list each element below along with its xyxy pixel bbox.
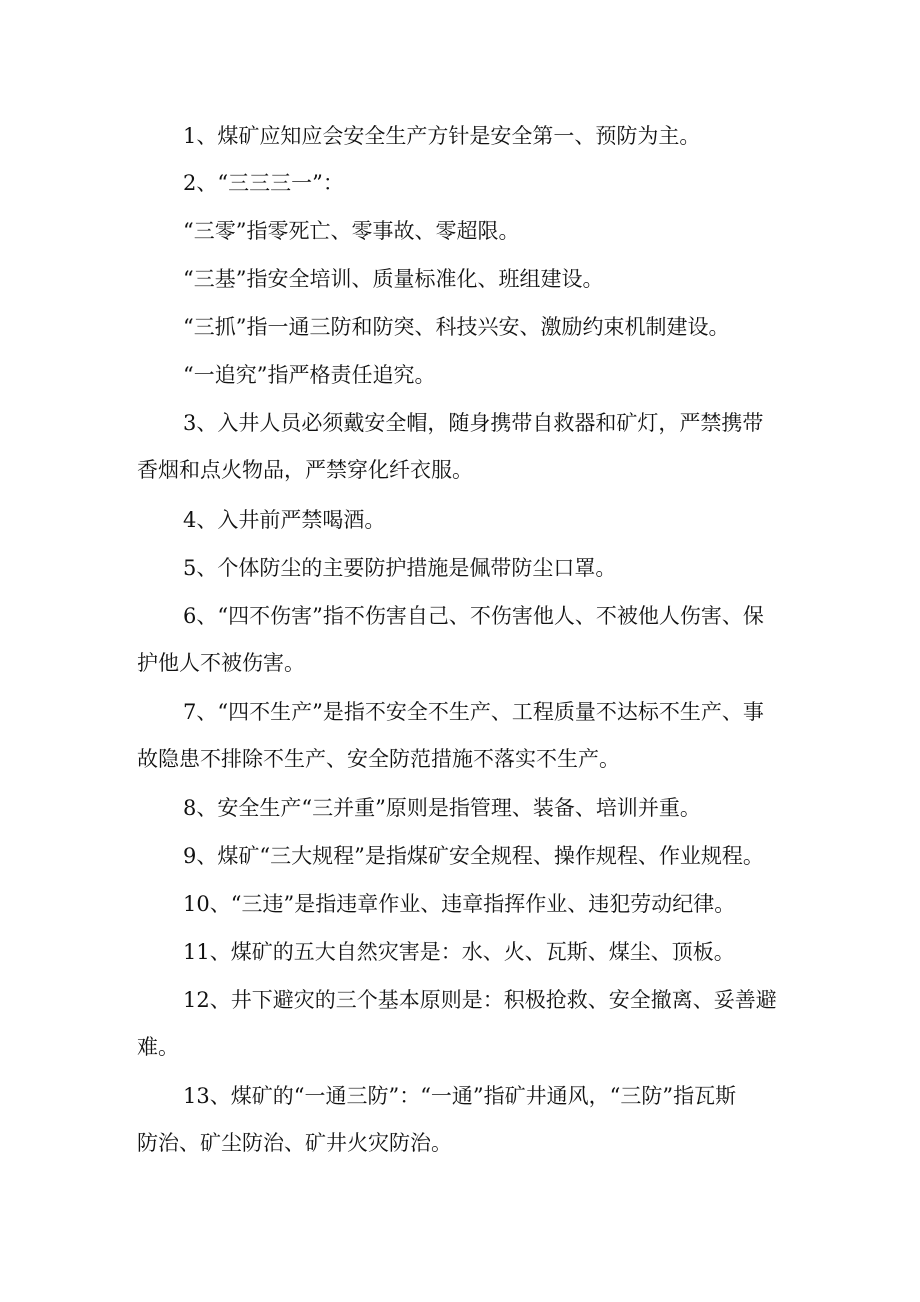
paragraph-line: 4、入井前严禁喝酒。 xyxy=(183,508,386,532)
paragraph-10 xyxy=(137,881,797,928)
paragraph-1 xyxy=(137,113,797,160)
paragraph-line: “三抓”指一通三防和防突、科技兴安、激励约束机制建设。 xyxy=(183,315,730,339)
paragraph-4 xyxy=(137,497,797,544)
paragraph-line: 难。 xyxy=(137,1035,179,1059)
paragraph-line: 1、煤矿应知应会安全生产方针是安全第一、预防为主。 xyxy=(183,124,701,148)
paragraph-line: 8、安全生产“三并重”原则是指管理、装备、培训并重。 xyxy=(183,796,701,820)
paragraph-line: 12、井下避灾的三个基本原则是：积极抢救、安全撤离、妥善避 xyxy=(183,988,777,1012)
paragraph-san-ji xyxy=(137,256,797,303)
paragraph-2 xyxy=(137,160,797,207)
paragraph-line: “三基”指安全培训、质量标准化、班组建设。 xyxy=(183,267,604,291)
paragraph-line: 13、煤矿的“一通三防”：“一通”指矿井通风，“三防”指瓦斯 xyxy=(183,1084,737,1108)
paragraph-line: 防治、矿尘防治、矿井火灾防治。 xyxy=(137,1131,452,1155)
paragraph-11 xyxy=(137,929,797,976)
paragraph-line: 10、“三违”是指违章作业、违章指挥作业、违犯劳动纪律。 xyxy=(183,892,736,916)
paragraph-12 xyxy=(137,977,797,1071)
paragraph-line: 2、“三三三一”： xyxy=(183,171,344,195)
paragraph-7 xyxy=(137,689,797,783)
paragraph-line: “三零”指零死亡、零事故、零超限。 xyxy=(183,219,520,243)
paragraph-line: 11、煤矿的五大自然灾害是：水、火、瓦斯、煤尘、顶板。 xyxy=(183,940,735,964)
paragraph-13 xyxy=(137,1073,797,1167)
paragraph-san-ling xyxy=(137,208,797,255)
paragraph-line: 5、个体防尘的主要防护措施是佩带防尘口罩。 xyxy=(183,556,617,580)
paragraph-6 xyxy=(137,593,797,687)
paragraph-yi-zhuijiu xyxy=(137,352,797,399)
paragraph-8 xyxy=(137,785,797,832)
paragraph-line: 3、入井人员必须戴安全帽，随身携带自救器和矿灯，严禁携带 xyxy=(183,411,764,435)
paragraph-line: 6、“四不伤害”指不伤害自己、不伤害他人、不被他人伤害、保 xyxy=(183,604,764,628)
paragraph-9 xyxy=(137,833,797,880)
paragraph-line: 9、煤矿“三大规程”是指煤矿安全规程、操作规程、作业规程。 xyxy=(183,844,764,868)
paragraph-line: 香烟和点火物品，严禁穿化纤衣服。 xyxy=(137,458,473,482)
paragraph-line: 护他人不被伤害。 xyxy=(137,651,305,675)
paragraph-line: 故隐患不排除不生产、安全防范措施不落实不生产。 xyxy=(137,747,620,771)
paragraph-3 xyxy=(137,400,797,494)
paragraph-line: “一追究”指严格责任追究。 xyxy=(183,363,436,387)
paragraph-san-zhua xyxy=(137,304,797,351)
paragraph-5 xyxy=(137,545,797,592)
paragraph-line: 7、“四不生产”是指不安全不生产、工程质量不达标不生产、事 xyxy=(183,700,764,724)
